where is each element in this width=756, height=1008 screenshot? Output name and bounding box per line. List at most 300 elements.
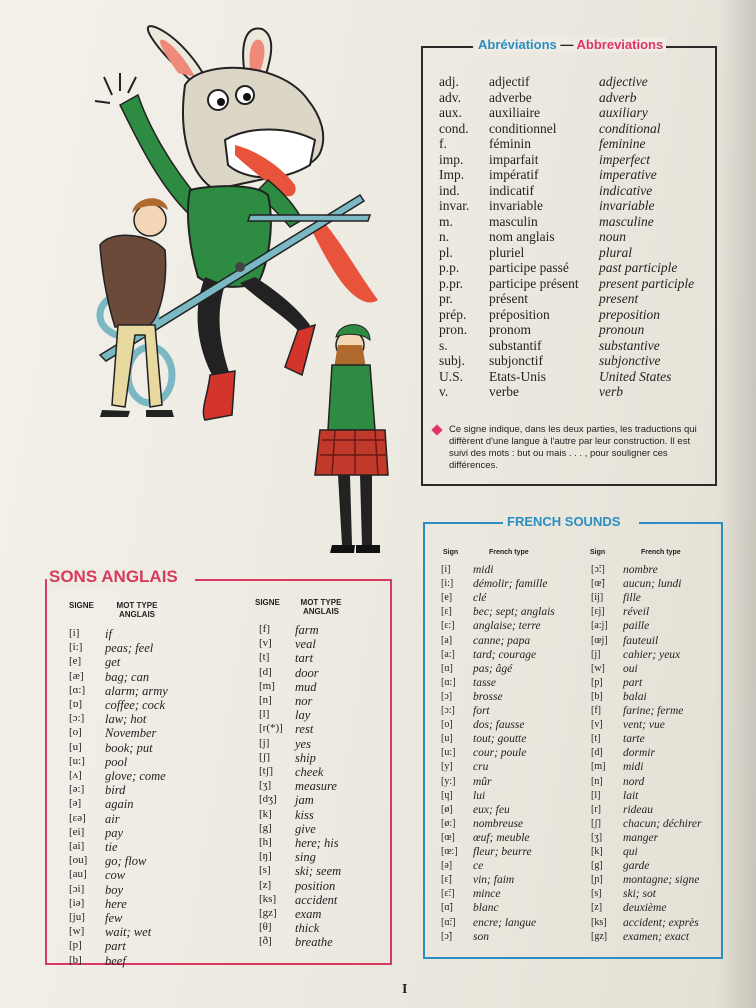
sound-word: accident bbox=[295, 892, 338, 907]
sound-word: nord bbox=[623, 775, 645, 788]
sound-sign: [a:j] bbox=[591, 620, 608, 632]
sound-sign: [ŋ] bbox=[259, 850, 272, 863]
sound-sign: [ə] bbox=[441, 860, 453, 872]
sound-word: clé bbox=[473, 592, 487, 605]
header-sign-right: Sign bbox=[590, 549, 606, 556]
sound-sign: [æ] bbox=[69, 669, 84, 682]
sound-word: nombreuse bbox=[473, 817, 524, 830]
sons-border-top bbox=[195, 579, 392, 581]
sound-word: pay bbox=[105, 825, 124, 840]
sound-sign: [ɲ] bbox=[591, 874, 603, 886]
sound-word: farine; ferme bbox=[623, 705, 684, 717]
sound-sign: [ɛ̃:] bbox=[441, 888, 455, 900]
sound-sign: [w] bbox=[591, 662, 605, 674]
sound-sign: [l] bbox=[591, 789, 601, 801]
sound-word: wait; wet bbox=[105, 925, 152, 940]
abbr-french: pronom bbox=[489, 322, 531, 337]
sound-word: blanc bbox=[473, 902, 499, 915]
abbr-row bbox=[439, 74, 709, 89]
sound-sign: [ɑ̃:] bbox=[441, 916, 456, 928]
header-signe-left: SIGNE bbox=[69, 601, 94, 610]
sound-word: law; hot bbox=[105, 712, 147, 727]
sound-word: qui bbox=[623, 846, 638, 858]
abbr-french: indicatif bbox=[489, 182, 534, 198]
abbr-english: auxiliary bbox=[599, 105, 648, 120]
sound-word: fille bbox=[623, 592, 641, 605]
sound-sign: [i:] bbox=[441, 578, 454, 590]
abbr-french: nom anglais bbox=[489, 229, 555, 244]
sound-word: canne; papa bbox=[473, 634, 531, 647]
sound-word: cru bbox=[473, 761, 489, 774]
sound-word: pool bbox=[105, 754, 128, 769]
sound-word: nombre bbox=[623, 564, 658, 576]
sound-sign: [ʌ] bbox=[69, 769, 82, 781]
sound-word: démolir; famille bbox=[473, 578, 548, 591]
abbr-row bbox=[439, 229, 709, 244]
abbr-code: subj. bbox=[439, 353, 465, 368]
sound-sign: [œj] bbox=[591, 634, 608, 646]
sound-word: part bbox=[105, 939, 126, 954]
sound-word: montagne; signe bbox=[623, 874, 700, 887]
abbr-row bbox=[439, 353, 709, 368]
sound-sign: [z] bbox=[259, 878, 272, 891]
abbr-code: p.pr. bbox=[439, 275, 464, 291]
sound-word: mud bbox=[295, 679, 317, 694]
abbr-english: imperative bbox=[599, 167, 657, 182]
sound-sign: [l] bbox=[259, 708, 270, 721]
sound-sign: [f] bbox=[591, 705, 601, 716]
abbr-english: masculine bbox=[599, 213, 654, 229]
sound-sign: [u:] bbox=[441, 747, 456, 759]
sound-sign: [ai] bbox=[69, 840, 85, 852]
abbr-row bbox=[439, 121, 709, 136]
sound-word: book; put bbox=[105, 740, 153, 755]
sound-word: cow bbox=[105, 868, 126, 883]
abbr-english: imperfect bbox=[599, 151, 650, 167]
abbr-row bbox=[439, 276, 709, 291]
sound-sign: [ɔ̃] bbox=[441, 930, 453, 942]
sound-sign: [iə] bbox=[69, 896, 85, 909]
abbr-code: prép. bbox=[439, 306, 467, 322]
abbr-french: Etats-Unis bbox=[489, 368, 546, 384]
sound-sign: [i] bbox=[441, 564, 451, 575]
abbr-row bbox=[439, 183, 709, 198]
sound-word: tart bbox=[295, 651, 314, 666]
sound-sign: [ɛ:] bbox=[441, 620, 455, 632]
sound-word: veal bbox=[295, 637, 316, 652]
sound-sign: [ɔ:] bbox=[69, 712, 85, 725]
abbr-code: aux. bbox=[439, 105, 462, 120]
sound-word: ship bbox=[295, 750, 316, 765]
abbr-border-right bbox=[659, 46, 715, 48]
sound-sign: [ɔ̃:] bbox=[591, 564, 605, 575]
sound-word: ski; sot bbox=[623, 888, 656, 901]
sound-word: bird bbox=[105, 783, 126, 798]
abbr-title-sep: — bbox=[560, 37, 574, 52]
sound-sign: [tʃ] bbox=[259, 765, 274, 777]
sound-word: tard; courage bbox=[473, 648, 537, 661]
sound-sign: [e] bbox=[69, 655, 82, 668]
abbr-french: imparfait bbox=[489, 151, 539, 167]
note-text: Ce signe indique, dans les deux parties, les traductions qui diffèrent d'une langue à l'autre par leur construction. Il est suivi des mots : but ou mais . . . , pour souligner ces différences. bbox=[449, 424, 697, 471]
sound-sign: [a] bbox=[441, 634, 453, 646]
abbr-row bbox=[439, 307, 709, 322]
abbr-code: adv. bbox=[439, 89, 461, 105]
abbr-code: imp. bbox=[439, 151, 464, 167]
sound-word: sing bbox=[295, 850, 316, 865]
abbr-french: participe présent bbox=[489, 275, 579, 291]
header-sign-left: Sign bbox=[443, 549, 459, 556]
sound-word: accident; exprès bbox=[623, 916, 699, 929]
sound-sign: [r] bbox=[591, 803, 601, 815]
sound-sign: [z] bbox=[591, 902, 603, 914]
sound-sign: [n] bbox=[591, 775, 603, 787]
sound-word: bag; can bbox=[105, 669, 150, 684]
sound-word: door bbox=[295, 665, 319, 680]
abbr-english: adjective bbox=[599, 74, 648, 89]
sound-word: breathe bbox=[295, 935, 333, 950]
sound-word: November bbox=[105, 726, 157, 741]
abbr-english: present bbox=[599, 291, 639, 306]
fr-border-left bbox=[425, 522, 503, 524]
abbr-french: conditionnel bbox=[489, 120, 557, 136]
sound-word: vent; vue bbox=[623, 719, 665, 732]
page-number: I bbox=[402, 982, 408, 997]
sound-word: mince bbox=[473, 888, 501, 901]
sound-sign: [ɑ:] bbox=[441, 676, 456, 688]
sound-word: cahier; yeux bbox=[623, 648, 681, 661]
sound-word: ce bbox=[473, 860, 484, 873]
sound-word: nor bbox=[295, 694, 313, 708]
sound-word: examen; exact bbox=[623, 930, 690, 943]
abbr-code: pron. bbox=[439, 322, 468, 337]
sound-word: tie bbox=[105, 840, 118, 854]
sound-sign: [ʒ] bbox=[259, 779, 272, 792]
abbr-row bbox=[439, 167, 709, 182]
sound-word: position bbox=[295, 878, 336, 893]
sound-sign: [θ] bbox=[259, 921, 272, 934]
sound-word: garde bbox=[623, 860, 650, 873]
sound-word: mûr bbox=[473, 775, 492, 788]
sound-sign: [ð] bbox=[259, 935, 272, 948]
sound-sign: [ij] bbox=[591, 592, 604, 604]
sound-word: deuxième bbox=[623, 902, 667, 915]
sound-word: jam bbox=[295, 793, 314, 808]
sound-word: tout; goutte bbox=[473, 733, 527, 746]
sound-sign: [ɑ̃] bbox=[441, 902, 453, 914]
abbr-row bbox=[439, 214, 709, 229]
sound-sign: [o] bbox=[441, 719, 453, 731]
abbr-code: p.p. bbox=[439, 260, 460, 275]
abbr-english: adverb bbox=[599, 89, 637, 105]
english-sounds-title: SONS ANGLAIS bbox=[49, 567, 182, 587]
sound-word: coffee; cock bbox=[105, 698, 166, 712]
abbr-row bbox=[439, 198, 709, 213]
abbr-row bbox=[439, 384, 709, 399]
sound-sign: [ə] bbox=[69, 797, 82, 810]
sound-sign: [œ̃] bbox=[591, 578, 605, 590]
sound-word: midi bbox=[473, 564, 494, 576]
abbr-code: adj. bbox=[439, 74, 459, 89]
sound-word: dos; fausse bbox=[473, 719, 525, 732]
sound-sign: [k] bbox=[259, 807, 272, 820]
abbr-title-en: Abbreviations bbox=[576, 37, 664, 52]
sound-sign: [ks] bbox=[591, 916, 607, 928]
sound-word: cour; poule bbox=[473, 747, 527, 760]
sound-sign: [ɔ:] bbox=[441, 705, 455, 716]
abbr-code: pl. bbox=[439, 244, 453, 260]
abbr-code: v. bbox=[439, 384, 449, 399]
sound-word: exam bbox=[295, 907, 322, 921]
abbr-code: f. bbox=[439, 136, 447, 151]
abbr-french: participe passé bbox=[489, 260, 569, 275]
sound-word: fort bbox=[473, 705, 490, 717]
sound-word: lui bbox=[473, 789, 486, 802]
sound-word: manger bbox=[623, 831, 659, 844]
sound-word: thick bbox=[295, 921, 320, 936]
sound-sign: [gz] bbox=[591, 930, 608, 942]
sound-sign: [s] bbox=[259, 864, 271, 877]
sound-word: farm bbox=[295, 623, 319, 637]
abbr-french: impératif bbox=[489, 167, 539, 182]
abbreviations-title bbox=[475, 37, 666, 52]
abbr-french: adverbe bbox=[489, 89, 532, 105]
sound-sign: [f] bbox=[259, 623, 270, 635]
sound-word: balai bbox=[623, 690, 647, 703]
sound-sign: [m] bbox=[259, 679, 275, 692]
abbr-french: adjectif bbox=[489, 74, 530, 89]
sound-word: here bbox=[105, 896, 127, 911]
abbr-english: United States bbox=[599, 368, 672, 384]
sound-word: dormir bbox=[623, 747, 655, 760]
sound-sign: [ɔi] bbox=[69, 882, 85, 895]
sound-sign: [ɛ̃] bbox=[441, 874, 452, 886]
abbr-row bbox=[439, 136, 709, 151]
sound-sign: [m] bbox=[591, 761, 606, 773]
abbr-row bbox=[439, 338, 709, 353]
sound-word: yes bbox=[295, 736, 311, 751]
sound-sign: [i:] bbox=[69, 641, 83, 654]
sound-word: few bbox=[105, 911, 123, 925]
sound-sign: [au] bbox=[69, 868, 87, 881]
sound-sign: [ou] bbox=[69, 854, 88, 867]
abbr-code: ind. bbox=[439, 182, 460, 198]
sound-word: tasse bbox=[473, 676, 496, 689]
sound-sign: [e] bbox=[441, 592, 453, 604]
french-sounds-panel bbox=[423, 514, 723, 959]
sound-sign: [ɒ] bbox=[69, 698, 83, 710]
sound-sign: [p] bbox=[591, 676, 603, 688]
sound-sign: [ɔ] bbox=[441, 690, 453, 702]
sound-word: vin; faim bbox=[473, 874, 515, 887]
sound-sign: [ɛ] bbox=[441, 606, 452, 618]
sound-word: son bbox=[473, 930, 489, 943]
sound-sign: [v] bbox=[259, 637, 272, 650]
sound-sign: [ɥ] bbox=[441, 789, 453, 801]
sound-word: beef bbox=[105, 953, 126, 968]
sound-word: brosse bbox=[473, 690, 503, 703]
abbr-english: plural bbox=[599, 244, 633, 260]
sound-sign: [u] bbox=[441, 733, 453, 745]
sound-sign: [ei] bbox=[69, 825, 85, 838]
sound-sign: [u] bbox=[69, 740, 82, 753]
abbr-english: present participle bbox=[599, 275, 695, 291]
sound-word: boy bbox=[105, 882, 124, 897]
abbr-row bbox=[439, 245, 709, 260]
abbr-english: subjonctive bbox=[599, 353, 661, 368]
fr-border-right bbox=[639, 522, 721, 524]
abbr-french: substantif bbox=[489, 337, 542, 353]
sound-sign: [o] bbox=[69, 726, 82, 739]
sound-sign: [w] bbox=[69, 925, 85, 938]
sound-word: paille bbox=[623, 620, 650, 633]
sound-word: bec; sept; anglais bbox=[473, 606, 555, 619]
sound-sign: [ʃ] bbox=[259, 750, 270, 763]
abbr-code: m. bbox=[439, 213, 453, 229]
abbr-english: past participle bbox=[599, 260, 678, 275]
abbr-french: invariable bbox=[489, 198, 543, 213]
header-signe-right: SIGNE bbox=[255, 598, 280, 607]
abbr-code: s. bbox=[439, 337, 448, 353]
header-type-left: French type bbox=[489, 549, 529, 556]
construction-note bbox=[433, 424, 705, 472]
abbr-row bbox=[439, 291, 709, 306]
abbr-row bbox=[439, 90, 709, 105]
abbr-english: preposition bbox=[599, 306, 661, 322]
abbr-english: pronoun bbox=[599, 322, 645, 337]
sound-word: réveil bbox=[623, 606, 650, 619]
abbr-french: féminin bbox=[489, 136, 531, 151]
abbr-code: U.S. bbox=[439, 368, 464, 384]
sound-sign: [ø:] bbox=[441, 817, 456, 829]
sound-word: anglaise; terre bbox=[473, 620, 541, 633]
sound-word: midi bbox=[623, 761, 644, 774]
sound-sign: [ɑ:] bbox=[69, 683, 86, 696]
sound-sign: [a:] bbox=[441, 648, 455, 660]
sound-word: fleur; beurre bbox=[473, 846, 532, 858]
abbr-row bbox=[439, 152, 709, 167]
abbr-code: Imp. bbox=[439, 167, 465, 182]
sound-sign: [b] bbox=[591, 690, 603, 702]
abbr-french: préposition bbox=[489, 306, 550, 322]
sound-word: œuf; meuble bbox=[473, 831, 530, 844]
sound-sign: [ə:] bbox=[69, 783, 85, 796]
sound-sign: [gz] bbox=[259, 907, 277, 919]
abbreviations-panel bbox=[421, 37, 717, 486]
sound-word: fauteuil bbox=[623, 634, 659, 647]
sound-sign: [v] bbox=[591, 719, 603, 731]
sound-word: cheek bbox=[295, 765, 324, 779]
sound-sign: [i] bbox=[69, 627, 80, 639]
abbr-french: auxiliaire bbox=[489, 105, 540, 120]
abbr-code: invar. bbox=[439, 198, 470, 213]
sound-word: peas; feel bbox=[105, 641, 154, 656]
sound-sign: [ɛə] bbox=[69, 811, 86, 824]
french-sounds-title: FRENCH SOUNDS bbox=[507, 514, 621, 529]
sound-sign: [d] bbox=[591, 747, 603, 759]
abbr-english: substantive bbox=[599, 337, 660, 353]
sound-sign: [ks] bbox=[259, 892, 277, 905]
sound-word: kiss bbox=[295, 807, 314, 822]
sound-sign: [r(*)] bbox=[259, 722, 283, 735]
abbr-french: pluriel bbox=[489, 244, 525, 260]
sound-sign: [dʒ] bbox=[259, 793, 277, 806]
abbr-english: noun bbox=[599, 229, 626, 244]
sound-word: encre; langue bbox=[473, 916, 537, 929]
abbr-row bbox=[439, 105, 709, 120]
sound-sign: [œ:] bbox=[441, 846, 458, 857]
sound-word: alarm; army bbox=[105, 683, 168, 698]
sound-word: rest bbox=[295, 722, 314, 737]
sound-sign: [y] bbox=[441, 761, 453, 773]
english-sounds-panel bbox=[45, 567, 392, 968]
sound-sign: [p] bbox=[69, 939, 82, 952]
sound-sign: [b] bbox=[69, 953, 82, 966]
sound-sign: [k] bbox=[591, 846, 603, 857]
sound-word: measure bbox=[295, 779, 337, 794]
sound-word: glove; come bbox=[105, 769, 166, 783]
abbr-row bbox=[439, 322, 709, 337]
sound-sign: [ju] bbox=[69, 911, 85, 923]
abbr-english: verb bbox=[599, 384, 623, 399]
diamond-icon bbox=[431, 424, 442, 435]
sound-sign: [t] bbox=[259, 651, 270, 664]
sound-word: ski; seem bbox=[295, 864, 342, 879]
header-type-right: French type bbox=[641, 549, 681, 556]
abbr-row bbox=[439, 369, 709, 384]
sound-sign: [ɛj] bbox=[591, 606, 605, 618]
sound-sign: [h] bbox=[259, 836, 272, 848]
abbr-english: invariable bbox=[599, 198, 655, 213]
sound-sign: [j] bbox=[259, 736, 270, 749]
sound-word: lait bbox=[623, 789, 639, 802]
sound-sign: [u:] bbox=[69, 754, 85, 767]
sound-sign: [j] bbox=[591, 648, 601, 660]
sound-sign: [œ] bbox=[441, 831, 455, 843]
abbr-row bbox=[439, 260, 709, 275]
sound-sign: [g] bbox=[259, 821, 272, 834]
sound-word: here; his bbox=[295, 836, 339, 850]
sound-word: give bbox=[295, 821, 316, 836]
header-mot-right: MOT TYPE ANGLAIS bbox=[300, 598, 342, 616]
sound-sign: [ʃ] bbox=[591, 817, 601, 829]
abbr-english: feminine bbox=[599, 136, 646, 151]
sound-sign: [ø] bbox=[441, 803, 453, 815]
abbr-french: subjonctif bbox=[489, 353, 543, 368]
sound-word: get bbox=[105, 655, 121, 670]
sound-word: if bbox=[105, 627, 112, 641]
monster-scissors-illustration bbox=[40, 15, 400, 575]
abbr-code: pr. bbox=[439, 291, 453, 306]
abbr-code: n. bbox=[439, 229, 450, 244]
sound-sign: [y:] bbox=[441, 775, 456, 787]
sound-sign: [d] bbox=[259, 665, 272, 678]
abbr-title-fr: Abréviations bbox=[478, 37, 557, 52]
sound-sign: [ɑ] bbox=[441, 662, 453, 674]
sound-word: tarte bbox=[623, 733, 645, 746]
sound-sign: [g] bbox=[591, 860, 603, 872]
abbr-french: masculin bbox=[489, 213, 538, 229]
sound-word: oui bbox=[623, 662, 638, 675]
sound-word: part bbox=[623, 676, 643, 689]
sound-word: aucun; lundi bbox=[623, 578, 682, 591]
sound-word: again bbox=[105, 797, 134, 812]
sound-word: chacun; déchirer bbox=[623, 817, 702, 830]
sound-word: lay bbox=[295, 708, 311, 723]
sound-sign: [s] bbox=[591, 888, 602, 900]
sound-word: rideau bbox=[623, 803, 654, 816]
sound-word: air bbox=[105, 811, 120, 826]
